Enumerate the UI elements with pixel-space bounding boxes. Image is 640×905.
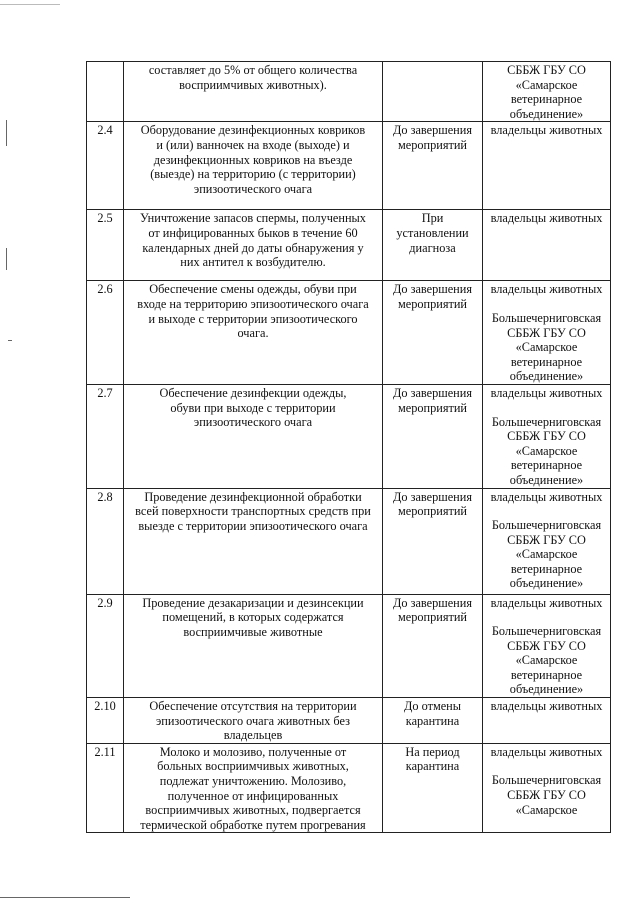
term-cell-line: До завершения [392,385,472,400]
responsible-cell [483,281,611,385]
term-cell [383,488,483,594]
term-cell-line: мероприятий [397,610,468,625]
responsible-cell-line: СББЖ ГБУ СО [507,325,586,340]
action-cell-line: календарных дней до даты обнаружения у [142,240,364,255]
responsible-cell [483,594,611,698]
responsible-cell [483,743,611,833]
term-cell-line: мероприятий [397,296,468,311]
term-cell [383,698,483,744]
responsible-cell-line: владельцы животных [490,489,603,504]
term-cell-line: До отмены [403,699,462,714]
term-cell [383,384,483,488]
responsible-cell-line: «Самарское [515,653,578,668]
responsible-cell-line: объединение» [509,106,584,121]
responsible-cell-line: СББЖ ГБУ СО [507,638,586,653]
spacer [486,759,607,773]
spacer [486,401,607,415]
action-cell-line: Оборудование дезинфекционных ковриков [140,123,366,138]
responsible-cell-line: СББЖ ГБУ СО [507,532,586,547]
action-cell-line: входе на территорию эпизоотического очага [137,296,369,311]
responsible-cell-line: «Самарское [515,802,578,817]
item-number: 2.11 [87,743,124,833]
responsible-cell-line: Большечерниговская [491,624,602,639]
action-cell-line: дезинфекционных ковриков на въезде [153,152,353,167]
term-cell [383,122,483,210]
action-cell-line: Проведение дезинфекционной обработки [144,489,362,504]
table-row [87,281,611,385]
spacer [486,610,607,624]
item-number: 2.7 [87,384,124,488]
action-cell-line: восприимчивые животные [183,624,323,639]
term-cell [383,281,483,385]
action-cell [124,210,383,281]
item-number: 2.9 [87,594,124,698]
term-cell-line: На период [405,744,460,759]
term-cell-line: мероприятий [397,137,468,152]
table-row [87,384,611,488]
action-cell-line: владельцев [223,728,283,743]
term-cell-line: мероприятий [397,400,468,415]
action-cell [124,281,383,385]
action-cell-line: Обеспечение смены одежды, обуви при [149,282,357,297]
action-cell-line: Молоко и молозиво, полученные от [159,744,347,759]
item-number: 2.4 [87,122,124,210]
action-cell [124,62,383,122]
term-cell [383,594,483,698]
responsible-cell-line: ветеринарное [510,561,583,576]
item-number: 2.5 [87,210,124,281]
responsible-cell-line: владельцы животных [490,282,603,297]
responsible-cell [483,698,611,744]
action-cell-line: эпизоотического очага [193,415,313,430]
action-cell-line: подлежат уничтожению. Молозиво, [159,774,347,789]
measures-table [86,61,611,833]
spacer [486,297,607,311]
action-cell-line: Обеспечение дезинфекции одежды, [159,385,347,400]
responsible-cell [483,488,611,594]
action-cell-line: очага. [237,326,269,341]
responsible-cell-line: Большечерниговская [491,310,602,325]
item-number: 2.10 [87,698,124,744]
table-row [87,698,611,744]
item-number [87,62,124,122]
action-cell [124,122,383,210]
term-cell-line: карантина [405,759,460,774]
term-cell [383,210,483,281]
action-cell [124,743,383,833]
action-cell-line: них антител к возбудителю. [180,255,326,270]
action-cell-line: выезде с территории эпизоотического очага [138,518,368,533]
term-cell-line: карантина [405,713,460,728]
action-cell [124,698,383,744]
action-cell [124,384,383,488]
action-cell-line: восприимчивых животных). [179,77,327,92]
table-row [87,62,611,122]
responsible-cell-line: ветеринарное [510,458,583,473]
responsible-cell-line: владельцы животных [490,744,603,759]
term-cell-line: До завершения [392,123,472,138]
responsible-cell-line: ветеринарное [510,667,583,682]
action-cell-line: больных восприимчивых животных, [157,759,349,774]
responsible-cell-line: «Самарское [515,547,578,562]
responsible-cell [483,384,611,488]
spacer [486,504,607,518]
responsible-cell-line: СББЖ ГБУ СО [507,63,586,77]
term-cell-line: До завершения [392,595,472,610]
responsible-cell-line: Большечерниговская [491,773,602,788]
action-cell-line: от инфицированных быков в течение 60 [148,225,358,240]
responsible-cell-line: владельцы животных [490,385,603,400]
table-row [87,488,611,594]
responsible-cell-line: «Самарское [515,77,578,92]
table-row [87,743,611,833]
action-cell-line: эпизоотического очага [193,181,313,196]
action-cell-line: Обеспечение отсутствия на территории [149,699,357,714]
responsible-cell-line: владельцы животных [490,123,603,138]
action-cell-line: восприимчивых животных, подвергается [145,803,361,818]
responsible-cell [483,210,611,281]
action-cell-line: (выезде) на территорию (с территории) [150,167,356,182]
action-cell-line: Проведение дезакаризации и дезинсекции [142,595,364,610]
responsible-cell-line: СББЖ ГБУ СО [507,788,586,803]
term-cell-line: До завершения [392,489,472,504]
responsible-cell-line: Большечерниговская [491,414,602,429]
term-cell [383,743,483,833]
responsible-cell-line: владельцы животных [490,595,603,610]
responsible-cell [483,62,611,122]
responsible-cell-line: объединение» [509,369,584,384]
action-cell-line: Уничтожение запасов спермы, полученных [140,211,366,226]
action-cell-line: составляет до 5% от общего количества [148,63,358,77]
action-cell-line: всей поверхности транспортных средств при [135,504,371,519]
term-cell-line: До завершения [392,282,472,297]
item-number: 2.8 [87,488,124,594]
table-row [87,594,611,698]
term-cell-line: установлении [396,225,469,240]
responsible-cell-line: объединение» [509,472,584,487]
responsible-cell-line: владельцы животных [490,699,603,714]
action-cell-line: обуви при выходе с территории [170,400,336,415]
responsible-cell-line: объединение» [509,682,584,697]
item-number: 2.6 [87,281,124,385]
action-cell-line: и (или) ванночек на входе (выходе) и [156,137,350,152]
action-cell-line: и выходе с территории эпизоотического [148,311,358,326]
responsible-cell [483,122,611,210]
responsible-cell-line: «Самарское [515,340,578,355]
responsible-cell-line: «Самарское [515,443,578,458]
action-cell-line: эпизоотического очага животных без [155,713,350,728]
term-cell-line: При [421,211,444,226]
responsible-cell-line: Большечерниговская [491,518,602,533]
term-cell-line: мероприятий [397,504,468,519]
action-cell-line: помещений, в которых содержатся [162,610,344,625]
action-cell [124,488,383,594]
table-row [87,122,611,210]
table-row [87,210,611,281]
responsible-cell-line: ветеринарное [510,354,583,369]
term-cell-line: диагноза [409,240,456,255]
term-cell [383,62,483,122]
responsible-cell-line: ветеринарное [510,92,583,107]
responsible-cell-line: владельцы животных [490,211,603,226]
responsible-cell-line: объединение» [509,576,584,591]
action-cell-line: термической обработке путем прогревания [140,817,366,832]
action-cell-line: полученное от инфицированных [167,788,339,803]
responsible-cell-line: СББЖ ГБУ СО [507,429,586,444]
action-cell [124,594,383,698]
